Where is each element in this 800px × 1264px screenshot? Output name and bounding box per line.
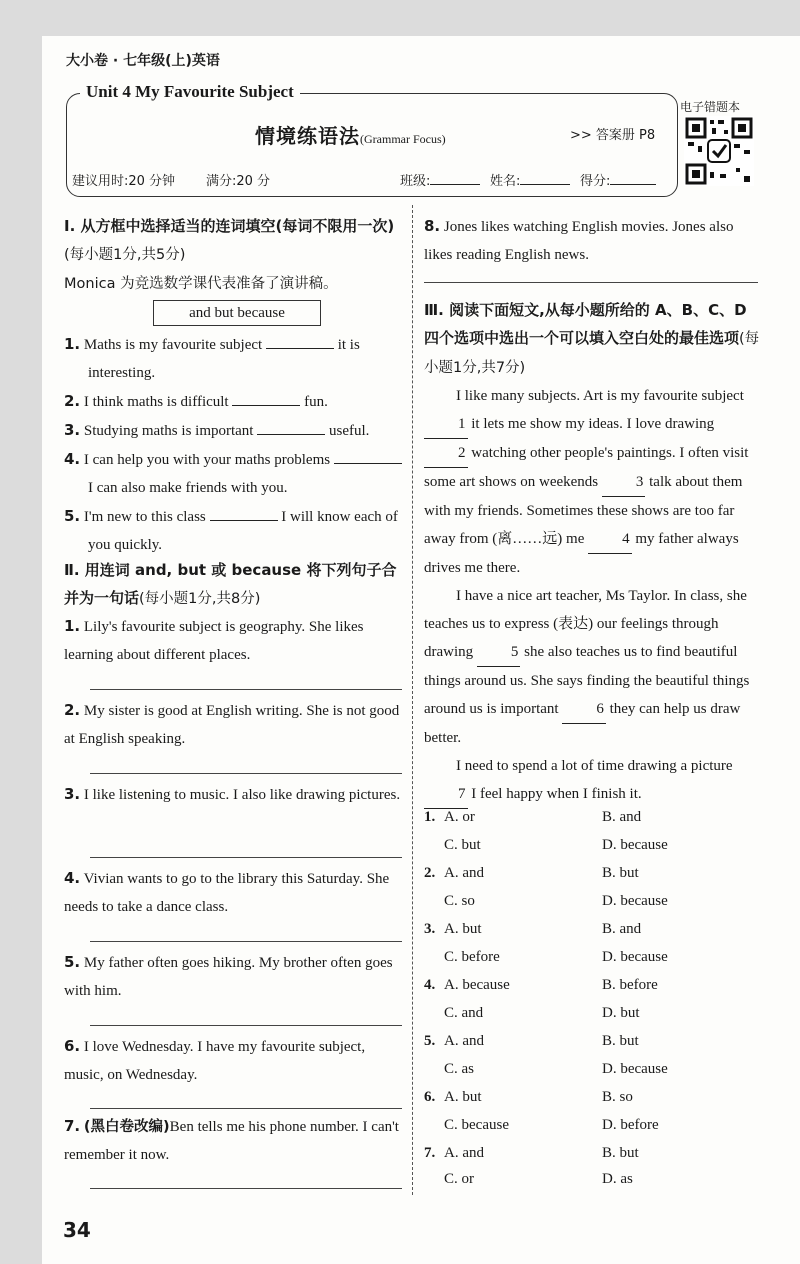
passage-blank-4[interactable]: 4: [588, 525, 632, 554]
option-C[interactable]: C. before: [444, 949, 500, 965]
passage-blank-2[interactable]: 2: [424, 439, 468, 468]
option-D[interactable]: D. because: [602, 837, 668, 853]
question-s1-2: 2. I think maths is difficult fun.: [64, 387, 406, 416]
answer-blank[interactable]: [257, 418, 325, 435]
reading-passage: [424, 382, 758, 809]
option-D[interactable]: D. because: [602, 893, 668, 909]
answer-line[interactable]: [424, 282, 758, 283]
unit-title: Unit 4 My Favourite Subject: [80, 82, 300, 102]
question-s1-3: 3. Studying maths is important useful.: [64, 416, 406, 445]
qr-code-icon[interactable]: [684, 116, 754, 186]
qr-label: 电子错题本: [680, 100, 741, 114]
column-divider: [412, 205, 413, 1195]
option-number: 5.: [424, 1033, 436, 1049]
option-B[interactable]: B. and: [602, 809, 642, 825]
score-field[interactable]: [580, 170, 656, 189]
answer-line[interactable]: [90, 941, 402, 942]
option-D[interactable]: D. as: [602, 1171, 633, 1187]
option-B[interactable]: B. but: [602, 1145, 639, 1161]
option-C[interactable]: C. and: [444, 1005, 484, 1021]
s2-q3: 3. I like listening to music. I also like drawing pictures.: [64, 785, 401, 803]
option-A[interactable]: A. but: [444, 921, 482, 937]
option-C[interactable]: C. as: [444, 1061, 474, 1077]
option-A[interactable]: A. and: [444, 1033, 484, 1049]
s2-q4: 4. Vivian wants to go to the library this Saturday. She needs to take a dance class.: [64, 869, 390, 915]
section-title-zh: 情境练语法: [255, 124, 360, 148]
full-score: 满分:20 分: [206, 174, 271, 189]
option-number: 6.: [424, 1089, 436, 1105]
option-D[interactable]: D. before: [602, 1117, 659, 1133]
option-A[interactable]: A. and: [444, 865, 484, 881]
answer-line[interactable]: [90, 1188, 402, 1189]
option-C[interactable]: C. or: [444, 1171, 474, 1187]
s2-q7: 7. (黑白卷改编)Ben tells me his phone number. I can't remember it now.: [64, 1117, 399, 1163]
question-s1-4: 4. I can help you with your maths problems I can also make friends with you.: [64, 445, 406, 502]
class-label: 班级:: [400, 174, 431, 189]
options-grid: [424, 806, 760, 1186]
answer-blank[interactable]: [266, 332, 334, 349]
option-D[interactable]: D. but: [602, 1005, 640, 1021]
score-label: 得分:: [580, 174, 611, 189]
passage-blank-3[interactable]: 3: [602, 468, 646, 497]
option-A[interactable]: A. or: [444, 809, 475, 825]
option-number: 3.: [424, 921, 436, 937]
section2-heading: [64, 556, 404, 613]
answer-line[interactable]: [90, 1025, 402, 1026]
passage-blank-6[interactable]: 6: [562, 695, 606, 724]
option-D[interactable]: D. because: [602, 949, 668, 965]
section-title: [255, 120, 446, 149]
answer-reference: >> 答案册 P8: [570, 128, 656, 143]
answer-line[interactable]: [90, 773, 402, 774]
s2-q2: 2. My sister is good at English writing. She is not good at English speaking.: [64, 701, 400, 747]
answer-blank[interactable]: [334, 447, 402, 464]
section1-points: (每小题1分,共5分): [64, 247, 186, 263]
class-field[interactable]: [400, 170, 480, 189]
option-number: 4.: [424, 977, 436, 993]
suggested-time: 建议用时:20 分钟: [72, 174, 176, 189]
option-B[interactable]: B. but: [602, 865, 639, 881]
option-number: 7.: [424, 1145, 436, 1161]
option-A[interactable]: A. and: [444, 1145, 484, 1161]
option-A[interactable]: A. but: [444, 1089, 482, 1105]
section2-points: (每小题1分,共8分): [139, 591, 261, 607]
section2-heading-text: Ⅱ. 用连词 and, but 或 because 将下列句子合并为一句话: [64, 561, 397, 607]
section1-heading: [64, 212, 404, 269]
passage-paragraph: I need to spend a lot of time drawing a picture 7 I feel happy when I finish it.: [424, 752, 758, 809]
option-C[interactable]: C. but: [444, 837, 481, 853]
passage-blank-7[interactable]: 7: [424, 780, 468, 809]
source-tag: (黑白卷改编): [83, 1119, 170, 1135]
series-title: 大小卷 · 七年级(上)英语: [66, 53, 220, 69]
s2-q1: 1. Lily's favourite subject is geography. She likes learning about different places.: [64, 617, 364, 663]
option-B[interactable]: B. but: [602, 1033, 639, 1049]
option-B[interactable]: B. so: [602, 1089, 633, 1105]
section3-heading: [424, 296, 760, 382]
answer-line[interactable]: [90, 1108, 402, 1109]
passage-paragraph: I like many subjects. Art is my favourite subject 1 it lets me show my ideas. I love drawing 2 watching other people's paintings. I often visit some art shows on weekends 3 talk about them with my friends. Sometimes these shows are too far away from (离……远) me 4 my father always drives me there.: [424, 388, 749, 576]
option-number: 2.: [424, 865, 436, 881]
section1-intro: Monica 为竞选数学课代表准备了演讲稿。: [64, 276, 338, 292]
option-D[interactable]: D. because: [602, 1061, 668, 1077]
section-title-en: (Grammar Focus): [360, 132, 446, 146]
word-box: and but because: [153, 300, 321, 326]
option-B[interactable]: B. and: [602, 921, 642, 937]
question-s1-5: 5. I'm new to this class I will know each of you quickly.: [64, 502, 406, 559]
page-number: 34: [63, 1218, 91, 1242]
s2-q6: 6. I love Wednesday. I have my favourite subject, music, on Wednesday.: [64, 1037, 366, 1083]
section1-heading-text: Ⅰ. 从方框中选择适当的连词填空(每词不限用一次): [64, 217, 395, 235]
option-B[interactable]: B. before: [602, 977, 658, 993]
s2-q8: 8. Jones likes watching English movies. Jones also likes reading English news.: [424, 217, 734, 263]
section3-points: (每小题1分,共7分): [424, 331, 760, 376]
answer-blank[interactable]: [232, 389, 300, 406]
option-A[interactable]: A. because: [444, 977, 510, 993]
s2-q5: 5. My father often goes hiking. My brother often goes with him.: [64, 953, 393, 999]
question-s1-1: 1. Maths is my favourite subject it is interesting.: [64, 330, 406, 387]
name-field[interactable]: [490, 170, 570, 189]
section3-heading-text: Ⅲ. 阅读下面短文,从每小题所给的 A、B、C、D 四个选项中选出一个可以填入空白处的最佳选项: [424, 301, 747, 347]
name-label: 姓名:: [490, 174, 521, 189]
option-C[interactable]: C. so: [444, 893, 475, 909]
answer-line[interactable]: [90, 689, 402, 690]
answer-line[interactable]: [90, 857, 402, 858]
passage-paragraph: I have a nice art teacher, Ms Taylor. In class, she teaches us to express (表达) our feelings through drawing 5 she also teaches us to find beautiful things around us. She says finding the beautiful things around us is important 6 they can help us draw better.: [424, 588, 750, 746]
passage-blank-1[interactable]: 1: [424, 410, 468, 439]
passage-blank-5[interactable]: 5: [477, 638, 521, 667]
section1-questions: [64, 330, 406, 559]
answer-blank[interactable]: [210, 504, 278, 521]
option-C[interactable]: C. because: [444, 1117, 509, 1133]
option-number: 1.: [424, 809, 436, 825]
